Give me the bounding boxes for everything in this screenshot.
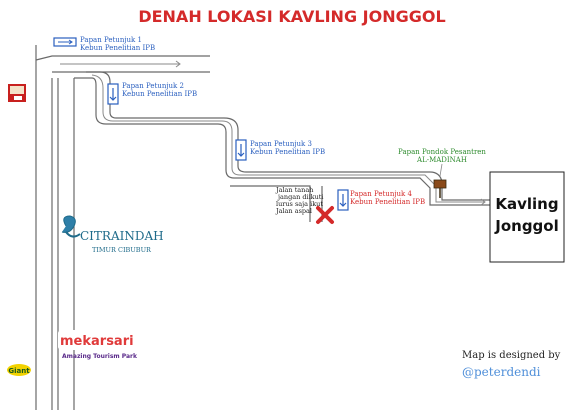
sign-3-label: Papan Petunjuk 3 [250, 140, 312, 148]
sign-2-label: Papan Petunjuk 2 [122, 82, 184, 90]
credit-line: Map is designed by [462, 350, 561, 361]
sign-4-sublabel: Kebun Penelitian IPB [350, 198, 426, 206]
pesantren-sublabel: AL-MADINAH [417, 156, 467, 164]
citraindah-name: CITRAINDAH [80, 229, 164, 243]
pesantren-label: Papan Pondok Pesantren [398, 148, 486, 156]
warning-note [275, 186, 324, 215]
sign-4-label: Papan Petunjuk 4 [350, 190, 412, 198]
top-road [36, 56, 210, 72]
destination-line-1: Kavling [495, 195, 559, 213]
mekarsari-tagline: Amazing Tourism Park [62, 353, 137, 360]
citraindah-sub: TIMUR CIBUBUR [92, 246, 151, 254]
destination-line-2: Jonggol [495, 217, 559, 235]
giant-name: Giant [8, 367, 30, 375]
sign-1-sublabel: Kebun Penelitian IPB [80, 44, 156, 52]
giant-logo [7, 364, 31, 376]
sign-3-sublabel: Kebun Penelitian IPB [250, 148, 326, 156]
sign-3 [236, 140, 325, 160]
map-title: DENAH LOKASI KAVLING JONGGOL [138, 7, 446, 26]
credit-handle: @peterdendi [462, 365, 541, 379]
sign-2-sublabel: Kebun Penelitian IPB [122, 90, 198, 98]
mekarsari-name: mekarsari [60, 334, 134, 349]
sign-1-label: Papan Petunjuk 1 [80, 36, 142, 44]
sign-1 [54, 36, 155, 52]
note-line-2: jangan diikuti [278, 193, 324, 201]
note-line-1: Jalan tanah [276, 186, 314, 194]
cross-mark-icon [318, 208, 332, 222]
kfc-logo-icon [8, 84, 26, 102]
mekarsari-logo [58, 330, 138, 360]
citraindah-logo [62, 216, 164, 254]
note-line-4: Jalan aspal [276, 207, 313, 215]
sign-4 [338, 190, 425, 210]
sign-2 [108, 82, 197, 104]
destination-box [490, 172, 564, 262]
note-line-3: lurus saja ikut [276, 200, 323, 208]
